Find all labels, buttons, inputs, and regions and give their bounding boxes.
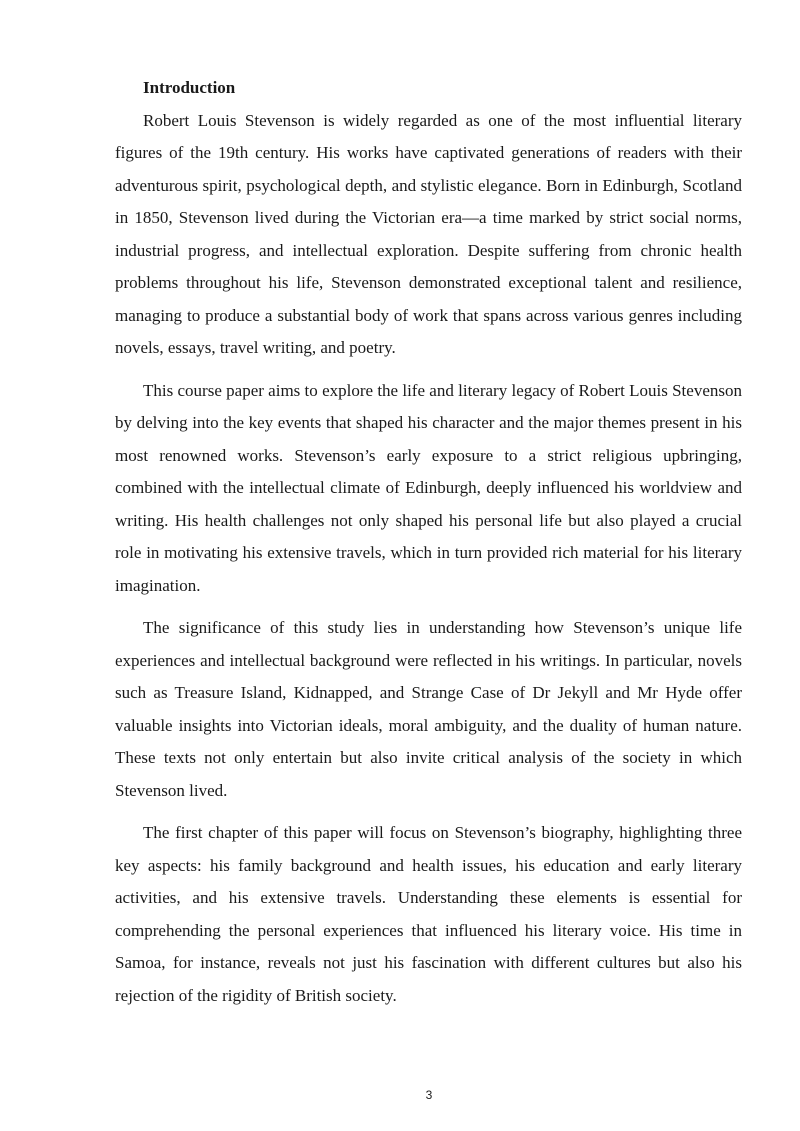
section-heading: Introduction bbox=[143, 78, 236, 97]
paragraph-3: The significance of this study lies in understanding how Stevenson’s unique life experiences and intellectual background were reflected in his writings. In particular, novels such as Treasure Island, Kidnapped, and Strange Case of Dr Jekyll and Mr Hyde offer valuable insights into Victorian ideals, moral ambiguity, and the duality of human nature. These texts not only entertain but also invite critical analysis of the society in which Stevenson lived. bbox=[115, 618, 742, 800]
paragraph-1: Robert Louis Stevenson is widely regarded as one of the most influential literary figures of the 19th century. His works have captivated generations of readers with their adventurous spirit, psychological depth, and stylistic elegance. Born in Edinburgh, Scotland in 1850, Stevenson lived during the Victorian era—a time marked by strict social norms, industrial progress, and intellectual exploration. Despite suffering from chronic health problems throughout his life, Stevenson demonstrated exceptional talent and resilience, managing to produce a substantial body of work that spans across various genres including novels, essays, travel writing, and poetry. bbox=[115, 110, 742, 357]
paragraph-2: This course paper aims to explore the life and literary legacy of Robert Louis Stevenson by delving into the key events that shaped his character and the major themes present in his most renowned works. Stevenson’s early exposure to a strict religious upbringing, combined with the intellectual climate of Edinburgh, deeply influenced his worldview and writing. His health challenges not only shaped his personal life but also played a crucial role in motivating his extensive travels, which in turn provided rich material for his literary imagination. bbox=[115, 380, 742, 595]
paragraph-4: The first chapter of this paper will focus on Stevenson’s biography, highlighting three key aspects: his family background and health issues, his education and early literary activities, and his extensive travels. Understanding these elements is essential for comprehending the personal experiences that influenced his literary voice. His time in Samoa, for instance, reveals not just his fascination with different cultures but also his rejection of the rigidity of British society. bbox=[115, 823, 742, 1005]
page-number: 3 bbox=[425, 1088, 433, 1102]
page-body bbox=[115, 72, 742, 1022]
